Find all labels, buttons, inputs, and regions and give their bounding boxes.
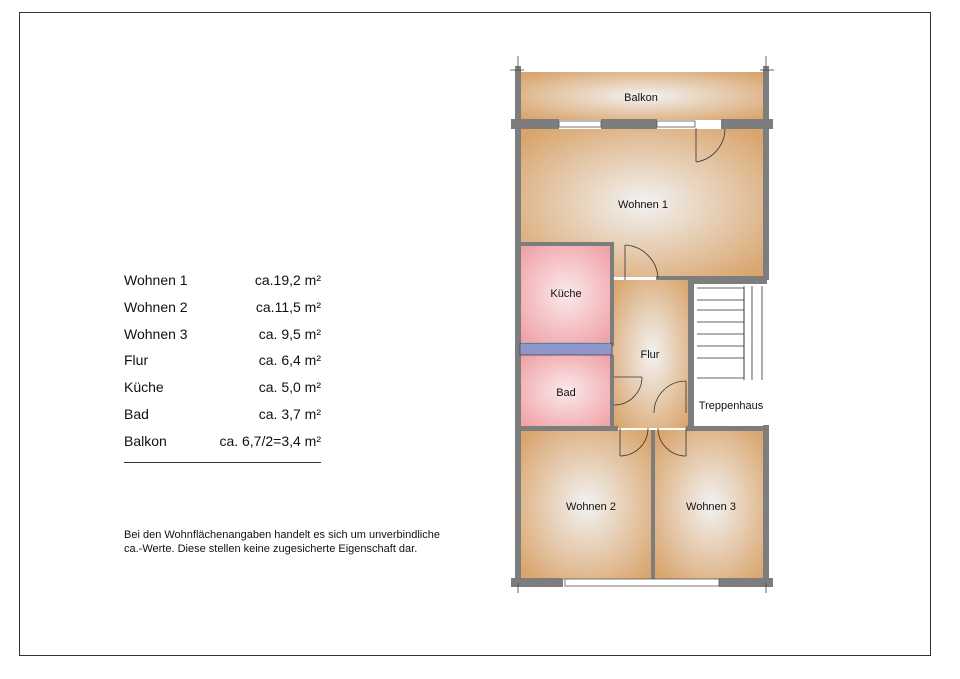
area-value: ca. 3,7 m² bbox=[258, 405, 321, 422]
room-label-wohnen2: Wohnen 2 bbox=[566, 501, 616, 513]
room-label-balkon: Balkon bbox=[624, 92, 658, 104]
area-label: Küche bbox=[124, 379, 164, 396]
room-label-wohnen3: Wohnen 3 bbox=[686, 501, 736, 513]
area-label: Balkon bbox=[124, 432, 167, 449]
disclaimer-line: Bei den Wohnflächenangaben handelt es sich um unverbindliche bbox=[124, 529, 440, 541]
room-label-kueche: Küche bbox=[550, 288, 582, 300]
area-label: Wohnen 3 bbox=[124, 325, 188, 342]
area-table bbox=[124, 272, 321, 460]
area-row-wohnen3 bbox=[124, 326, 321, 353]
staircase bbox=[697, 286, 762, 380]
area-value: ca. 5,0 m² bbox=[258, 379, 321, 396]
area-label: Wohnen 1 bbox=[124, 272, 188, 288]
area-value: ca.19,2 m² bbox=[254, 272, 321, 288]
area-label: Bad bbox=[124, 405, 149, 422]
area-row-kueche bbox=[124, 379, 321, 406]
room-label-bad: Bad bbox=[556, 387, 576, 399]
floor-plan bbox=[505, 52, 785, 597]
disclaimer-line: ca.-Werte. Diese stellen keine zugesicherte Eigenschaft dar. bbox=[124, 543, 418, 555]
room-label-wohnen1: Wohnen 1 bbox=[618, 199, 668, 211]
area-value: ca. 6,7/2=3,4 m² bbox=[219, 432, 321, 449]
area-row-bad bbox=[124, 406, 321, 433]
area-label: Wohnen 2 bbox=[124, 298, 188, 315]
room-label-treppenhaus: Treppenhaus bbox=[698, 400, 764, 412]
area-table-rule bbox=[124, 462, 321, 463]
area-row-wohnen2 bbox=[124, 299, 321, 326]
area-value: ca. 6,4 m² bbox=[258, 352, 321, 369]
area-row-flur bbox=[124, 352, 321, 379]
area-value: ca.11,5 m² bbox=[255, 298, 321, 315]
disclaimer-note bbox=[124, 528, 484, 556]
partition-window bbox=[520, 343, 612, 355]
area-label: Flur bbox=[124, 352, 149, 369]
area-value: ca. 9,5 m² bbox=[258, 325, 321, 342]
room-label-flur: Flur bbox=[640, 349, 660, 361]
area-row-balkon bbox=[124, 433, 321, 460]
area-row-wohnen1 bbox=[124, 272, 321, 299]
